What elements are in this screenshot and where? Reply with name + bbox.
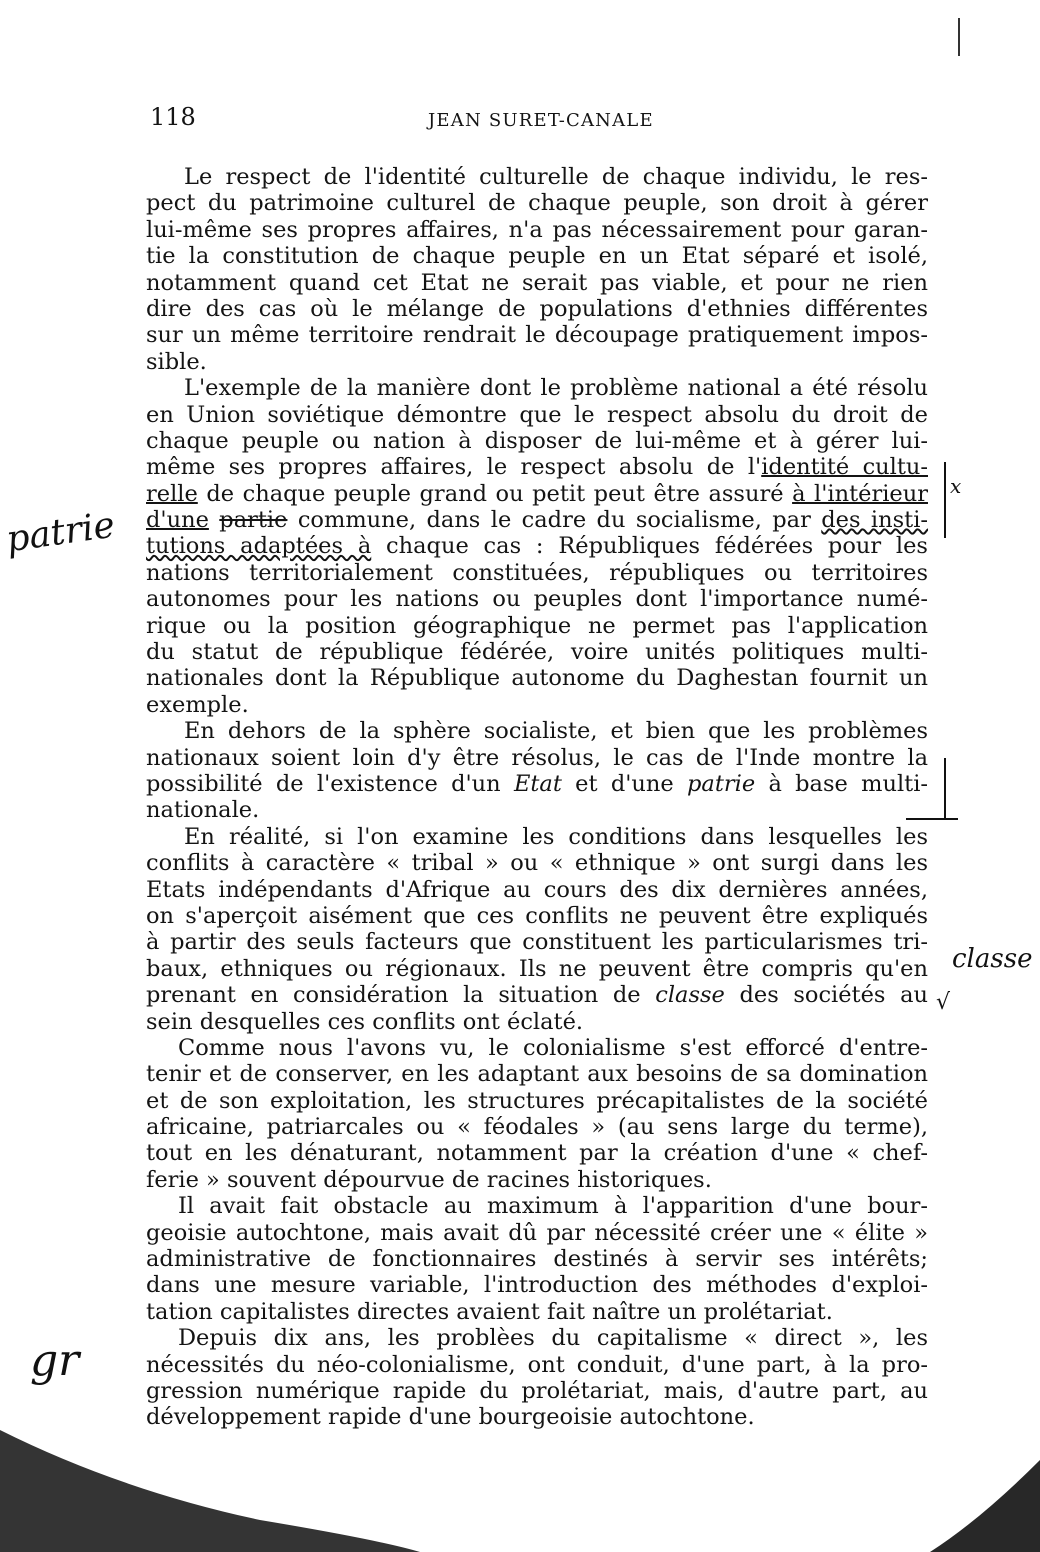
handwritten-note-gr: gr bbox=[30, 1335, 80, 1386]
text-line: Comme nous l'avons vu, le colonialisme s'est efforcé d'entre- bbox=[178, 1034, 928, 1061]
text-line: ferie » souvent dépourvue de racines historiques. bbox=[146, 1166, 712, 1193]
italic-text: patrie bbox=[687, 770, 756, 797]
text-segment: des sociétés au bbox=[724, 982, 928, 1009]
text-line: autonomes pour les nations ou peuples dont l'importance numé- bbox=[146, 586, 928, 613]
text-segment: commune, dans le cadre du socialisme, par bbox=[287, 507, 822, 534]
text-line bbox=[146, 481, 928, 507]
italic-text: classe bbox=[655, 982, 725, 1009]
text-line: Le respect de l'identité culturelle de chaque individu, le res- bbox=[184, 164, 928, 190]
text-line: à partir des seuls facteurs que constituent les particularismes tri- bbox=[146, 929, 928, 956]
text-line: sur un même territoire rendrait le découpage pratiquement impos- bbox=[146, 322, 928, 349]
text-line: dans une mesure variable, l'introduction des méthodes d'exploi- bbox=[146, 1272, 928, 1299]
struck-text: partie bbox=[219, 507, 288, 534]
text-line: en Union soviétique démontre que le respect absolu du droit de bbox=[146, 401, 928, 428]
margin-bracket bbox=[944, 462, 946, 538]
text-line bbox=[146, 533, 928, 559]
text-line: du statut de république fédérée, voire unités politiques multi- bbox=[146, 639, 928, 666]
text-line: rique ou la position géographique ne permet pas l'application bbox=[146, 612, 928, 639]
text-line: dire des cas où le mélange de populations d'ethnies différentes bbox=[146, 295, 928, 322]
text-line: nationaux soient loin d'y être résolus, le cas de l'Inde montre la bbox=[146, 744, 928, 771]
text-line: En réalité, si l'on examine les conditions dans lesquelles les bbox=[184, 823, 928, 850]
text-line: africaine, patriarcales ou « féodales » (au sens large du terme), bbox=[146, 1114, 928, 1141]
underlined-text: à l'intérieur bbox=[792, 480, 928, 507]
margin-bracket-foot bbox=[906, 818, 958, 820]
page-number: 118 bbox=[150, 103, 196, 131]
text-line: sible. bbox=[146, 348, 207, 375]
margin-bracket bbox=[944, 758, 946, 820]
text-line bbox=[146, 507, 928, 533]
text-line bbox=[146, 454, 928, 480]
check-mark-icon: √ bbox=[936, 990, 951, 1015]
text-line bbox=[146, 982, 928, 1008]
text-line: nationale. bbox=[146, 797, 260, 824]
text-line: on s'aperçoit aisément que ces conflits ne peuvent être expliqués bbox=[146, 902, 928, 929]
text-line: pect du patrimoine culturel de chaque peuple, son droit à gérer bbox=[146, 190, 928, 217]
text-segment: de chaque peuple grand ou petit peut être assuré bbox=[197, 480, 793, 507]
text-line: Il avait fait obstacle au maximum à l'apparition d'une bour- bbox=[178, 1193, 928, 1220]
underlined-text: d'une bbox=[146, 507, 209, 534]
text-line: En dehors de la sphère socialiste, et bien que les problèmes bbox=[184, 718, 928, 745]
text-segment: et d'une bbox=[561, 770, 688, 797]
text-line: tout en les dénaturant, notamment par la création d'une « chef- bbox=[146, 1140, 928, 1167]
text-segment: à base multi- bbox=[755, 770, 928, 797]
text-line: lui-même ses propres affaires, n'a pas nécessairement pour garan- bbox=[146, 216, 928, 243]
text-line: nationales dont la République autonome du Daghestan fournit un bbox=[146, 665, 928, 692]
text-line: notamment quand cet Etat ne serait pas viable, et pour ne rien bbox=[146, 269, 928, 296]
handwritten-note-x: x bbox=[950, 474, 962, 498]
text-line: geoisie autochtone, mais avait dû par nécessité créer une « élite » bbox=[146, 1219, 928, 1246]
italic-text: Etat bbox=[513, 770, 562, 797]
text-line: tie la constitution de chaque peuple en un Etat séparé et isolé, bbox=[146, 243, 928, 270]
text-line: conflits à caractère « tribal » ou « ethnique » ont surgi dans les bbox=[146, 850, 928, 877]
text-line: tation capitalistes directes avaient fait naître un prolétariat. bbox=[146, 1298, 833, 1325]
handwritten-note-classe: classe bbox=[952, 944, 1033, 974]
text-segment: même ses propres affaires, le respect absolu de l' bbox=[146, 454, 762, 481]
text-line: nécessités du néo-colonialisme, ont conduit, d'une part, à la pro- bbox=[146, 1351, 928, 1378]
margin-mark bbox=[958, 18, 960, 56]
text-line: Depuis dix ans, les problèes du capitalisme « direct », les bbox=[178, 1325, 928, 1352]
text-segment: possibilité de l'existence d'un bbox=[146, 770, 514, 797]
text-line: tenir et de conserver, en les adaptant aux besoins de sa domination bbox=[146, 1061, 928, 1088]
handwritten-note-patrie: patrie bbox=[3, 504, 118, 561]
text-line: et de son exploitation, les structures précapitalistes de la société bbox=[146, 1087, 928, 1114]
text-segment bbox=[209, 507, 219, 533]
running-head: JEAN SURET-CANALE bbox=[428, 110, 654, 131]
text-line: sein desquelles ces conflits ont éclaté. bbox=[146, 1008, 584, 1035]
text-line: chaque peuple ou nation à disposer de lui-même et à gérer lui- bbox=[146, 427, 928, 454]
text-segment: prenant en considération la situation de bbox=[146, 982, 656, 1009]
text-line: baux, ethniques ou régionaux. Ils ne peuvent être compris qu'en bbox=[146, 955, 928, 982]
underlined-text: identité cultu- bbox=[761, 454, 928, 481]
body-text bbox=[146, 164, 928, 1431]
underlined-text: relle bbox=[146, 480, 198, 507]
text-line: gression numérique rapide du prolétariat, mais, d'autre part, au bbox=[146, 1377, 928, 1404]
text-line: administrative de fonctionnaires destinés à servir ses intérêts; bbox=[146, 1246, 928, 1273]
text-line: L'exemple de la manière dont le problème national a été résolu bbox=[184, 375, 928, 402]
text-line: Etats indépendants d'Afrique au cours des dix dernières années, bbox=[146, 876, 928, 903]
marked-text: tutions adaptées à bbox=[146, 533, 372, 560]
text-line: exemple. bbox=[146, 691, 249, 718]
text-line: développement rapide d'une bourgeoisie autochtone. bbox=[146, 1404, 755, 1431]
marked-text: des insti- bbox=[821, 507, 929, 534]
text-line bbox=[146, 771, 928, 797]
text-segment: chaque cas : Républiques fédérées pour les bbox=[371, 533, 928, 560]
text-line: nations territorialement constituées, républiques ou territoires bbox=[146, 559, 928, 586]
